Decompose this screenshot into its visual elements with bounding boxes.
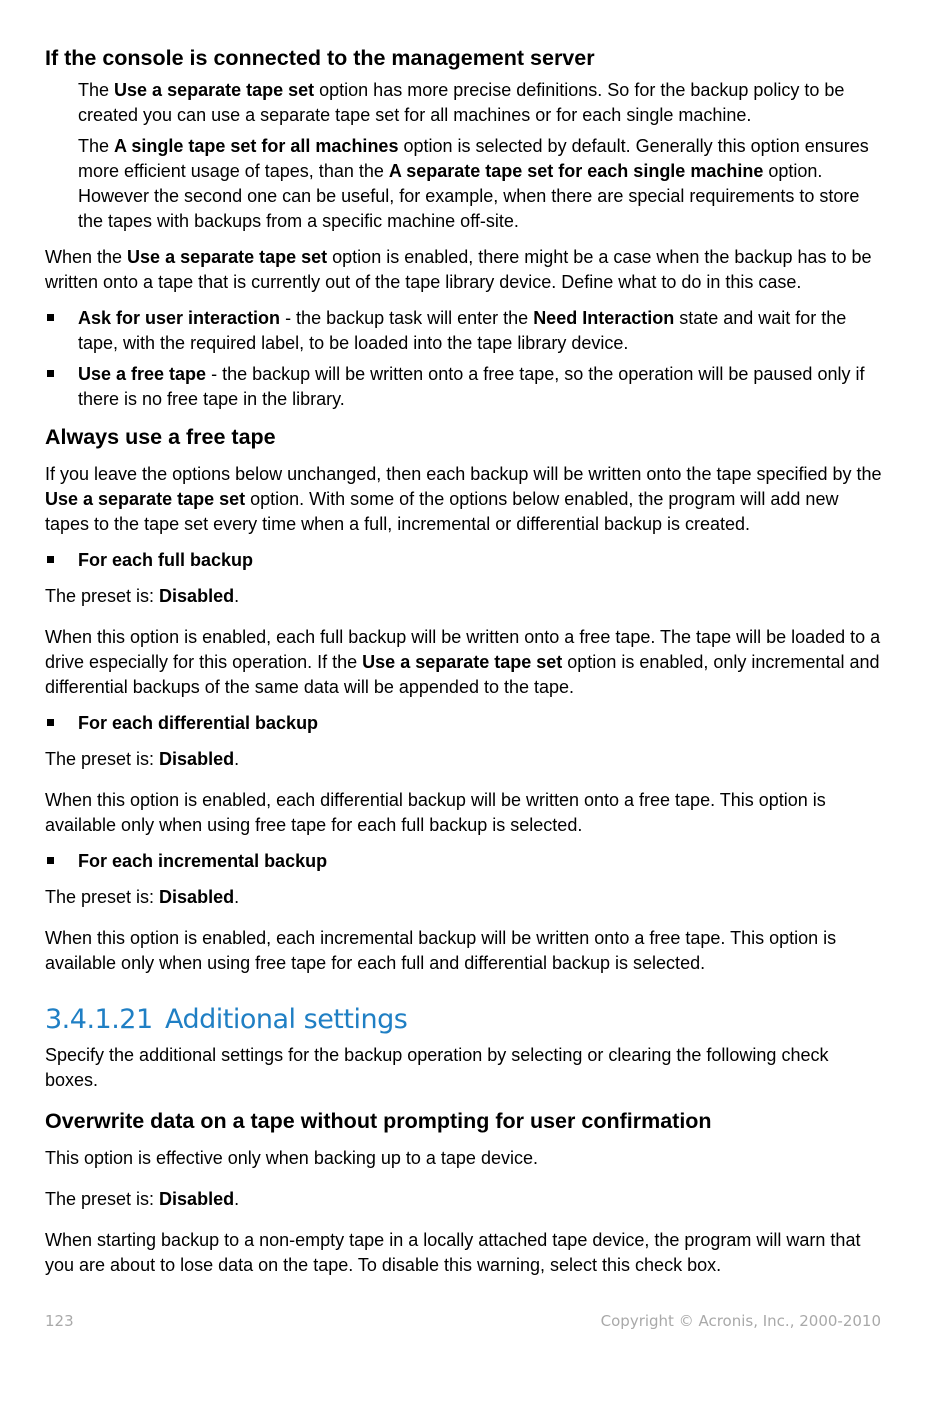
overwrite-paragraph-1: This option is effective only when backing up to a tape device. (45, 1148, 538, 1168)
console-paragraph-2: The A single tape set for all machines option is selected by default. Generally this option ensures more efficient usage of tapes, than the A separate tape set for each single machine option. However the second one can be useful, for example, when there are special requirements to store the tapes with backups from a specific machine off-site. (78, 136, 869, 231)
section-number: 3.4.1.21 (45, 1004, 153, 1035)
bullet-ask-user-interaction: Ask for user interaction - the backup task will enter the Need Interaction state and wait for the tape, with the required label, to be loaded into the tape library device. (45, 306, 885, 356)
additional-settings-intro: Specify the additional settings for the backup operation by selecting or clearing the following check boxes. (45, 1045, 829, 1090)
page-footer (45, 1312, 881, 1330)
additional-settings-heading (45, 1003, 885, 1037)
copyright-notice: Copyright © Acronis, Inc., 2000-2010 (600, 1312, 881, 1330)
overwrite-heading: Overwrite data on a tape without prompting for user confirmation (45, 1109, 712, 1133)
section-title: Additional settings (165, 1004, 408, 1035)
full-backup-preset: The preset is: Disabled. (45, 586, 240, 606)
free-tape-heading: Always use a free tape (45, 425, 276, 449)
bullet-square-icon (47, 370, 54, 377)
bullet-square-icon (47, 857, 54, 864)
bullet-use-free-tape: Use a free tape - the backup will be written onto a free tape, so the operation will be paused only if there is no free tape in the library. (45, 362, 885, 412)
incremental-backup-description: When this option is enabled, each incremental backup will be written onto a free tape. This option is available only when using free tape for each full and differential backup is selected. (45, 928, 837, 973)
bullet-square-icon (47, 314, 54, 321)
document-page (45, 44, 885, 1278)
console-heading: If the console is connected to the management server (45, 46, 595, 70)
console-paragraph-1: The Use a separate tape set option has more precise definitions. So for the backup policy to be created you can use a separate tape set for all machines or for each single machine. (78, 80, 845, 125)
incremental-backup-label: For each incremental backup (45, 849, 885, 874)
differential-backup-description: When this option is enabled, each differential backup will be written onto a free tape. This option is available only when using free tape for each full backup is selected. (45, 790, 826, 835)
differential-backup-label: For each differential backup (45, 711, 885, 736)
separate-tape-paragraph: When the Use a separate tape set option is enabled, there might be a case when the backup has to be written onto a tape that is currently out of the tape library device. Define what to do in this case. (45, 247, 872, 292)
bullet-square-icon (47, 556, 54, 563)
overwrite-paragraph-2: When starting backup to a non-empty tape in a locally attached tape device, the program will warn that you are about to lose data on the tape. To disable this warning, select this check box. (45, 1230, 861, 1275)
incremental-backup-preset: The preset is: Disabled. (45, 887, 240, 907)
full-backup-label: For each full backup (45, 548, 885, 573)
overwrite-preset: The preset is: Disabled. (45, 1189, 240, 1209)
full-backup-description: When this option is enabled, each full backup will be written onto a free tape. The tape will be loaded to a drive especially for this operation. If the Use a separate tape set option is enabled, only incremental and differential backups of the same data will be appended to the tape. (45, 627, 881, 697)
page-number: 123 (45, 1312, 74, 1330)
free-tape-intro: If you leave the options below unchanged, then each backup will be written onto the tape specified by the Use a separate tape set option. With some of the options below enabled, the program will add new tapes to the tape set every time when a full, incremental or differential backup is created. (45, 464, 882, 534)
differential-backup-preset: The preset is: Disabled. (45, 749, 240, 769)
bullet-square-icon (47, 719, 54, 726)
